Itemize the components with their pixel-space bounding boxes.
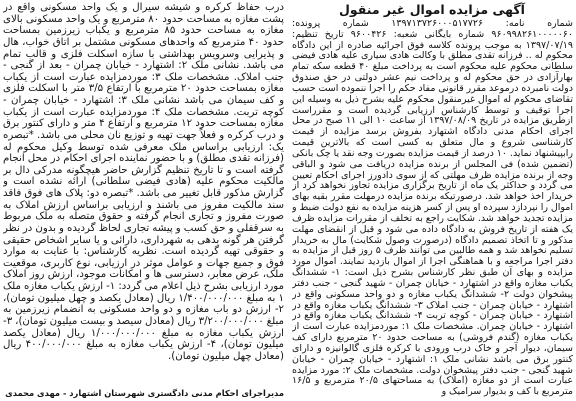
property-list: اموال مورد مزایده و بهای آن طبق نظر کارشناس بشرح ذیل است: ۱- ششدانگ یکباب مغازه واقع در اشتهارد - خیابان چمران - شهید گنجی - جنب دفتر پیشخوان دولت ۲- ششدانگ یکباب مغازه و دو واحد مسکونی واقع در اشتهارد - خیابان چمران - جنب املاک ۳- ششدانگ یکباب مغازه واقع در اشتهارد - خیابان چمران - کوچه تربت ۴- ششدانگ یکباب مغازه واقع در اشتهارد - خیابان چمران. xyxy=(292,256,573,333)
property-2-details: مشخصات ملک ۲: مورد مزایده عبارت است از دو مغازه (املاک) به مساحتهای ۲۰/۵ مترمربع و ۱۶/۵ مترمربع با کف و بدیوار سرامیک و xyxy=(292,364,573,398)
judgment-text: به موجب پرونده کلاسه فوق اجرائیه صادره از این دادگاه محکوم له .. فرزانه تقدی مطلق با وکالت هادی سیاری علیه هادی فیضی سلطانی محکوم علیه محکوم است به پرداخت مبلغ ۴۰ قطعه سکه تمام بهارآزادی در حق محکوم له و پرداخت نیم عشر دولتی در حق صندوق دولت نامبرده درموعد مقرر قانونی مفاد حکم را اجرا ننموده است حسب تقاضای محکوم له اموال غیرمنقول محکوم علیه بشرح ذیل به وسیله این اجرا توقیف و توسط کارشناس ارزیابی گردیده است و xyxy=(292,39,573,116)
case-numbers: شماره نامه: ۱۳۹۷۱۳۷۲۶۰۰۰۵۱۷۷۲۶ شماره پرونده: ۹۶۰۹۹۸۲۶۱۰۰۰۰۰۶۰ شماره بایگانی شعبه: ۹۶۰۰۴۲۶ تاریخ تنظیم: ۱۳۹۷/۰۷/۱۹ xyxy=(292,19,573,51)
property-3-details: مشخصات ملک ۳: موردمزایده عبارت است از یکباب مغازه بمساحت حدود ۲۰ مترمربع با ارتفاع ۳/۵ متر با اسکلت فلزی و کف سیمان می باشد نشانی ملک ۳: اشتهارد - خیابان چمران - کوچه تربت. xyxy=(3,71,284,118)
auction-terms: مقرراست ازطریق مزایده در تاریخ ۱۳۹۷/۰۸/۰۹ از ساعت ۱۰ الی ۱۱ صبح در محل اجرای احکام مدنی دادگاه اشتهارد بفروش برسد مزایده از قیمت کارشناسی شروع و مال متعلق به کسی است که بالاترین قیمت رابپیشنهاد نماید. ۱۰ درصد از قیمت مزایده بصورت وجه نقد یا چک بانکی (تضمین شده) فی المجلس از برنده مزایده دریافت می شود و الباقی وجه از برنده مزایده ظرف مهلتی که از سوی دادورز اجرای احکام تعیین می گردد و حداکثر یک ماه از تاریخ برگزاری مزایده تجاوز نخواهد کرد از خریدار اخذ خواهد شد. درصورتیکه برنده مزایده درمهلت مقرر بقیه بهای اموال را نپردازد سپرده او پس از کسر هزینه مزایده به نفع دولت ضبط و مزایده تجدید خواهد شد. xyxy=(292,104,573,224)
note-two: *تبصره دو: پلاک های فوق فاقد سند مالکیت مفروز می باشند و ارزیابی براساس ارزش املاک به صورت مفروز و تجاری انجام گرفته و حقوق متصله به ملک مربوط به سرقفلی و حق کسب و پیشه تجاری لحاظ گردیده و بدون در نظر گرفتن هر گونه بدهی به شهرداری، دارائی و یا سایر اشخاص حقیقی و حقوقی تهیه گردیده است. xyxy=(3,188,284,258)
note-one: *تبصره یک: ارزیابی براساس ملک معرفی شده توسط وکیل محکوم له (فرزانه تقدی مطلق) و با حضور نماینده اجرای احکام در محل انجام گرفته است و تا تاریخ تنظیم گزارش حاضر هیچگونه مدرکی دال بر مالکیت محکوم علیه (هادی فیضی سلطانی) ارائه نشده است و گزارش مذکور قابل تغییر می باشد. xyxy=(3,129,284,199)
valuation-list: ۱- ارزش یکباب مغازه ملک ۱ به مبلغ ۱/۴۰۰/۰۰۰/۰۰۰ ریال (معادل یکصد و چهل میلیون تومان)، ۲- ارزش دو باب مغازه و دو واحد مسکونی به انضمام زیرزمین به مبلغ ۳/۲۰۰/۰۰۰/۰۰۰ ریال (معادل سیصد و بیست میلیون تومان)، ۳- ارزش یکباب مغازه به مبلغ ۱/۰۰۰/۰۰۰/۰۰۰ ریال (معادل یکصد میلیون تومان)، ۴- ارزش یکباب مغازه به مبلغ ۴۰۰/۰۰۰/۰۰۰ ریال (معادل چهل میلیون تومان). xyxy=(3,281,284,362)
notice-left-column xyxy=(3,2,284,386)
complaints-clause: شکایت راجع به تخلف از مقررات مزایده ظرف یک هفته از تاریخ فروش به دادگاه داده می شود و قبل از انقضای مهلت مذکور و تا اتخاذ تصمیم دادگاه (درصورت وصول شکایت) مال به خریدار تسلیم نخواهد شد و همه طالبین می توانند ظرف ۵ روز قبل از مزایده به دفتر اجرا مراجعه و با هماهنگی اجرا از اموال بازدید نمایند. xyxy=(292,212,573,268)
signature: مدیراجرای احکام مدنی دادگستری شهرستان اشتهارد - مهدی محمدی xyxy=(5,388,284,398)
property-4-details: مشخصات ملک ۴: موردمزایده عبارت است از یکباب مغازه بمساحت حدود ۱۲ مترمربع و ارتفاع ۴ متر و دارای کنتور برق و درب کرکره و فعلاً جهت تهیه و توزیع نان محلی می باشد. xyxy=(3,106,284,141)
property-2-details-continued: درب حفاظ کرکره و شیشه سیرال و یک واحد مسکونی واقع در پشت مغازه به مساحت حدود ۸۰ مترمربع و یک واحد مسکونی بالای مغازه به مساحت حدود ۸۵ مترمربع و یکباب زیرزمین بمساحت حدود ۴۰ مترمربع که واحدهای مسکونی مشتمل بر اتاق خواب، هال و پذیرایی وسرویس بهداشتی با سازه اسکلت فلزی و قالب تمام می باشد. نشانی ملک ۲: اشتهارد - خیابان چمران - بعد از گنجی - جنب املاک. xyxy=(3,2,284,83)
notice-right-column xyxy=(292,19,573,399)
property-1-details: مشخصات ملک ۱: موردمزایده عبارت است از یکباب مغازه (گندم فروشی) به مساحت حدود ۲۰ مترمربع دارای کف سیمان، دیوار آجر و خاک درب ورودی با کرکره فلزی گالوانیزه و دارای کنتور برق می باشد نشانی ملک ۱: اشتهارد - خیابان چمران - خیابان شهید گنجی - جنب دفتر پیشخوان دولت. xyxy=(292,321,573,376)
expert-opinion: نظریه کارشناس: با عنایت به موارد فوق و جمیع جهات و عوامل موثر در ارزیابی، نوع کاربری، موقعیت ملک، عرض معابر، دسترسی ها و امکانات موجود، ارزش روز املاک مورد ارزیابی بشرح ذیل اعلام می گردد: xyxy=(3,246,284,292)
notice-title: آگهی مزایده اموال غیر منقول xyxy=(339,2,525,17)
